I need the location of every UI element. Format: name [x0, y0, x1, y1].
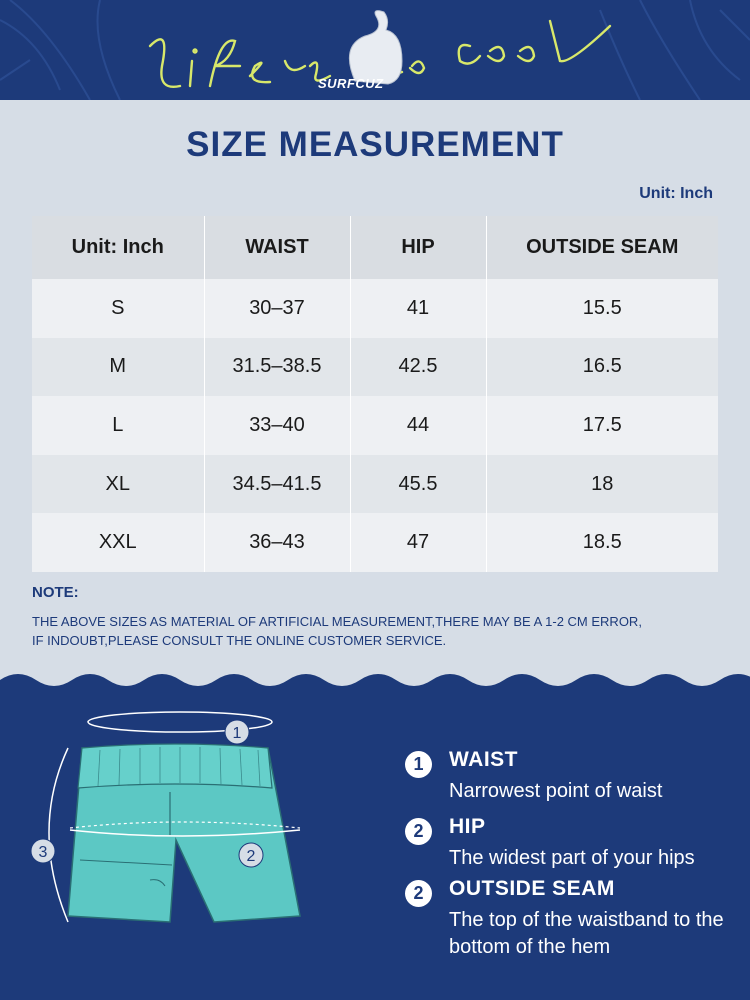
marker-1 — [225, 720, 249, 744]
outside-seam-cell: 16.5 — [486, 338, 718, 397]
header-waist: WAIST — [204, 216, 350, 279]
hip-cell: 41 — [350, 279, 486, 338]
svg-text:1: 1 — [232, 725, 242, 742]
legend-description: Narrowest point of waist — [449, 780, 663, 802]
marker-2 — [239, 843, 263, 867]
unit-label: Unit: Inch — [639, 185, 713, 202]
waist-cell: 31.5–38.5 — [204, 338, 350, 397]
outside-seam-cell: 18 — [486, 455, 718, 514]
waist-cell: 36–43 — [204, 513, 350, 572]
size-cell: XXL — [32, 513, 204, 572]
size-cell: L — [32, 396, 204, 455]
svg-text:2: 2 — [246, 848, 256, 865]
waist-cell: 33–40 — [204, 396, 350, 455]
table-row — [32, 338, 718, 397]
legend-number: 2 — [405, 818, 432, 845]
outside-seam-cell: 18.5 — [486, 513, 718, 572]
legend-number: 2 — [405, 880, 432, 907]
hip-cell: 47 — [350, 513, 486, 572]
waist-cell: 34.5–41.5 — [204, 455, 350, 514]
legend-description: The widest part of your hips — [449, 847, 695, 869]
hip-cell: 42.5 — [350, 338, 486, 397]
shorts-diagram — [0, 660, 380, 1000]
brand-logo: SURFCUZ — [318, 76, 384, 91]
header-outside-seam: OUTSIDE SEAM — [486, 216, 718, 279]
legend-title: OUTSIDE SEAM — [449, 877, 615, 900]
svg-text:3: 3 — [38, 844, 48, 861]
table-row — [32, 513, 718, 572]
legend-description: The top of the waistband to the bottom of the hem — [449, 909, 724, 958]
size-cell: S — [32, 279, 204, 338]
outside-seam-cell: 15.5 — [486, 279, 718, 338]
outside-seam-cell: 17.5 — [486, 396, 718, 455]
size-cell: M — [32, 338, 204, 397]
table-header-row — [32, 216, 718, 279]
hip-cell: 45.5 — [350, 455, 486, 514]
table-row — [32, 396, 718, 455]
measurement-guide — [0, 660, 750, 1000]
waist-cell: 30–37 — [204, 279, 350, 338]
header-hip: HIP — [350, 216, 486, 279]
note-text — [32, 612, 732, 650]
note-heading: NOTE: — [32, 584, 79, 601]
legend-title: WAIST — [449, 748, 518, 771]
table-row — [32, 279, 718, 338]
size-table — [32, 216, 718, 572]
hip-cell: 44 — [350, 396, 486, 455]
outside-seam-measure-arc — [49, 748, 68, 922]
legend-number: 1 — [405, 751, 432, 778]
shorts-waistband — [78, 744, 272, 788]
note-line-2: IF INDOUBT,PLEASE CONSULT THE ONLINE CUSTOMER SERVICE. — [32, 633, 447, 648]
marker-3 — [31, 839, 55, 863]
size-cell: XL — [32, 455, 204, 514]
header-unit: Unit: Inch — [32, 216, 204, 279]
header-banner — [0, 0, 750, 100]
legend-title: HIP — [449, 815, 486, 838]
table-row — [32, 455, 718, 514]
note-line-1: THE ABOVE SIZES AS MATERIAL OF ARTIFICIAL MEASUREMENT,THERE MAY BE A 1-2 CM ERROR, — [32, 614, 642, 629]
page-title: SIZE MEASUREMENT — [186, 125, 564, 164]
